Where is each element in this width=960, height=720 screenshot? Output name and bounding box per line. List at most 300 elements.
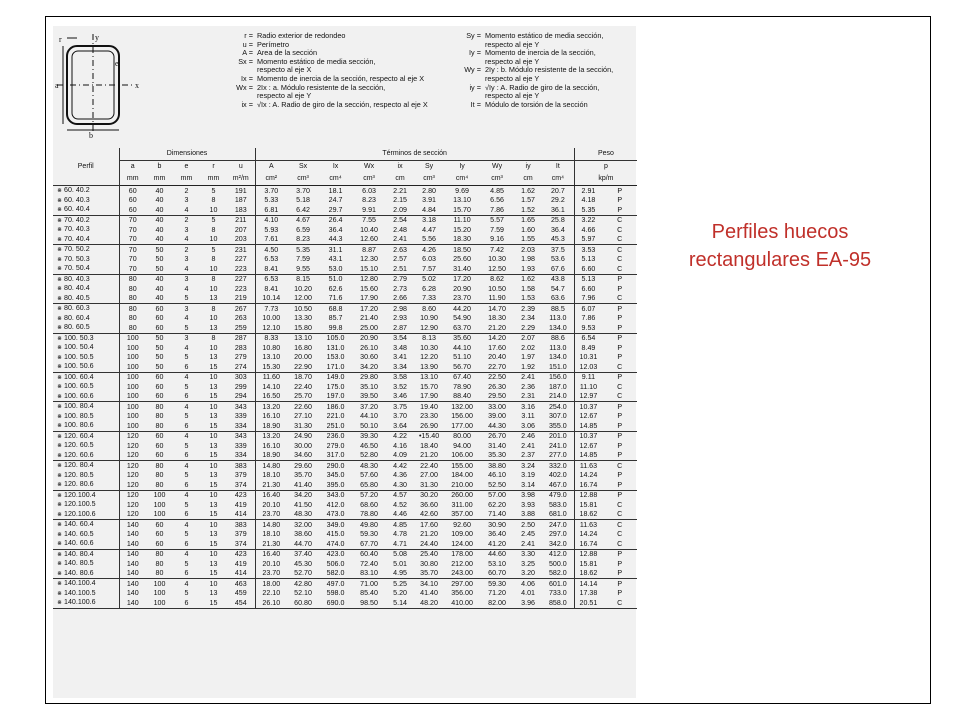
table-cell: 151.0 [542,362,574,372]
table-cell: 34.20 [352,362,386,372]
table-cell: 44.70 [287,539,319,549]
table-cell: 44.20 [453,304,471,313]
table-cell: 5 [184,500,189,509]
table-cell: 24.90 [294,432,312,440]
table-cell: C [617,520,623,529]
column-unit: mm [173,173,200,186]
table-cell: 4.84 [414,205,444,215]
table-cell: 497.0 [326,579,345,588]
table-cell: 339 [234,412,247,420]
column-unit: mm [119,173,146,186]
table-cell: 49.80 [360,520,378,529]
table-cell: 26.10 [255,598,287,608]
table-cell: 247.0 [548,520,567,529]
table-cell: 1.60 [521,225,535,234]
table-row [53,353,637,363]
table-cell: 374 [227,539,255,549]
table-cell: 3.54 [393,334,407,342]
table-cell: C [617,245,623,254]
table-cell: 120 [119,441,146,451]
column-unit: mm [146,173,173,186]
profiles-table [53,148,637,609]
table-cell: 459 [234,589,247,597]
profile-mark-icon: ⋇ [57,354,63,361]
table-cell: 13.30 [294,314,312,322]
table-cell: 42.60 [414,510,444,520]
profile-code: 120.100.4 [64,490,96,499]
table-cell: 582.0 [319,569,352,579]
table-cell: 16.80 [294,343,312,352]
table-cell: 100 [119,362,146,372]
table-cell: 10.40 [360,225,378,234]
table-cell: 186.0 [326,402,345,411]
table-cell: 3.64 [386,421,414,431]
table-cell: 68.8 [328,304,343,313]
table-cell: 5 [184,530,189,538]
table-cell: 15.30 [255,362,287,372]
profile-code: 140. 80.5 [64,559,94,567]
table-cell: 474.0 [319,539,352,549]
table-cell: 2.29 [514,323,542,333]
table-row [53,530,637,540]
column-unit: cm³ [352,173,386,186]
table-cell: 14.80 [255,461,287,471]
table-cell: 18.10 [255,530,287,540]
table-cell: 30.20 [420,491,438,499]
table-cell: 231 [234,245,247,254]
legend-right [459,32,634,109]
legend-right-text-cont: respecto al eje Y [485,39,540,49]
table-cell: 113.0 [549,314,567,322]
table-cell: 70 [119,245,146,255]
table-cell: 31.30 [287,421,319,431]
table-cell: 4.01 [521,589,535,597]
column-header: b [157,163,162,170]
table-cell: 88.5 [550,304,565,313]
table-cell: 140 [119,549,146,559]
table-cell: 12.88 [574,490,602,500]
table-row [53,215,637,225]
table-cell: 156.00 [451,412,473,420]
table-row [53,539,637,549]
table-cell: 35.60 [453,334,471,342]
table-cell: 52.10 [294,589,312,597]
table-cell: 100 [146,598,173,608]
table-row [53,372,637,382]
table-cell: 100 [119,372,146,382]
table-cell: 2.15 [393,196,407,204]
table-cell: 463 [234,579,247,588]
table-cell: 140 [119,539,146,549]
table-cell: 51.10 [453,353,471,361]
profile-mark-icon: ⋇ [57,413,63,420]
table-cell: 3 [184,255,189,263]
table-cell: 25.8 [550,216,565,224]
table-cell: 20.90 [453,284,471,293]
table-cell: C [617,530,623,538]
profile-designation [53,343,119,353]
table-cell: 6 [173,392,200,402]
table-row [53,500,637,510]
table-cell: 25.40 [420,550,438,558]
table-cell: 7.86 [480,205,514,215]
table-cell: 140 [119,559,146,569]
table-cell: 31.30 [414,480,444,490]
table-cell: 29.2 [550,196,565,204]
legend-left-symbol: u = [242,39,253,49]
table-cell: 479.0 [548,491,567,499]
table-cell: 13 [200,323,227,333]
profile-code: 70. 40.4 [64,234,90,243]
table-cell: 50 [155,255,164,263]
table-cell: 38.60 [294,530,312,538]
table-cell: P [617,196,623,204]
table-cell: 88.40 [444,392,480,402]
table-cell: 5 [211,216,216,224]
profile-code: 60. 40.2 [64,186,90,194]
table-cell: 124.00 [444,539,480,549]
table-cell: 30.00 [294,441,312,450]
fig-label-r: r [59,35,62,44]
table-cell: 70 [119,215,146,225]
table-cell: 423 [234,550,247,558]
table-cell: 11.10 [453,216,471,224]
table-cell: 22.40 [420,461,438,470]
table-cell: 19.40 [420,402,438,411]
table-cell: 2.39 [521,304,535,313]
table-cell: 34.10 [420,579,438,588]
table-cell: 3.70 [296,186,310,195]
profile-mark-icon: ⋇ [57,541,63,547]
table-cell: 2.41 [521,373,535,381]
table-cell: 16.40 [255,549,287,559]
profile-mark-icon: ⋇ [57,315,63,322]
table-row [53,471,637,481]
table-cell: 12.90 [414,323,444,333]
column-header: Ix [332,163,339,170]
table-cell: 41.20 [480,539,514,549]
table-cell: 40 [155,196,164,204]
table-cell: 227 [234,255,247,263]
table-cell: 184.00 [451,471,473,479]
profile-code: 140.100.5 [64,588,96,597]
column-unit: kp/m [574,173,637,186]
table-cell: 10.90 [420,314,438,322]
table-cell: 2.57 [393,255,407,263]
table-cell: 402.0 [548,471,567,479]
table-cell: 140 [119,530,146,540]
table-cell: 3 [184,334,189,342]
table-cell: 94.00 [453,441,471,450]
table-cell: 10 [200,235,227,245]
table-cell: 12.00 [287,294,319,304]
table-cell: 15 [200,510,227,520]
profile-designation [53,451,119,461]
table-cell: 2.21 [393,186,407,195]
table-row [53,362,637,372]
column-header: A [255,161,287,174]
table-cell: 221.0 [326,412,345,420]
table-cell: 71.40 [480,510,514,520]
profile-designation [53,480,119,490]
table-cell: 690.0 [319,598,352,608]
legend-left-text-cont: respecto al eje Y [257,91,312,101]
table-cell: 120 [119,451,146,461]
table-row [53,549,637,559]
profile-designation [53,304,119,314]
table-cell: 18.30 [444,235,480,245]
profile-designation [53,284,119,294]
table-cell: 2.73 [393,284,407,293]
table-cell: 210.00 [444,480,480,490]
table-cell: 13.10 [294,334,312,342]
legend-right-text-cont: respecto al eje Y [485,73,540,83]
table-cell: 33.00 [488,402,506,411]
table-cell: 25.00 [352,323,386,333]
table-cell: 30.90 [488,520,506,529]
profile-mark-icon: ⋇ [57,561,63,567]
table-cell: 2 [184,216,189,224]
table-cell: 50.10 [352,421,386,431]
legend-right-text: Módulo de torsión de la sección [485,99,588,109]
table-row [53,441,637,451]
table-cell: 12.97 [574,392,602,402]
table-cell: 6 [173,539,200,549]
profile-designation [53,520,119,530]
table-cell: 3.70 [255,186,287,196]
table-cell: 140 [119,579,146,589]
table-cell: 80 [119,274,146,284]
table-cell: 100 [119,412,146,422]
table-cell: 6.07 [574,304,602,314]
table-row [53,333,637,343]
table-cell: 149.0 [326,373,345,381]
table-cell: P [617,334,623,342]
table-cell: 243.00 [444,569,480,579]
profile-mark-icon: ⋇ [57,463,63,469]
table-cell: 4 [184,373,189,381]
profile-mark-icon: ⋇ [57,266,63,272]
table-cell: 30.80 [420,559,438,568]
profile-designation [53,500,119,510]
table-cell: 733.0 [548,589,567,597]
table-cell: 5.14 [386,598,414,608]
table-cell: 20.51 [574,598,602,608]
table-cell: 3 [184,196,189,204]
table-cell: 63.6 [542,294,574,304]
table-cell: 11.10 [574,382,602,392]
profile-mark-icon: ⋇ [57,236,63,243]
table-cell: 1.97 [521,353,535,361]
table-cell: 56.70 [444,362,480,372]
table-cell: 8.87 [362,245,376,254]
header-peso: Peso [574,148,637,161]
table-cell: 14.20 [488,334,506,342]
legend-left-symbol: Wx = [236,82,253,92]
table-row [53,274,637,284]
table-cell: 13.90 [414,362,444,372]
table-cell: 65.80 [352,480,386,490]
table-cell: 4.16 [393,441,407,450]
table-cell: 5 [184,441,189,450]
table-cell: 6.59 [296,225,310,234]
table-row [53,343,637,353]
profile-designation [53,235,119,245]
legend-right-symbol: Sy = [466,31,481,40]
table-cell: 3.22 [574,215,602,225]
table-cell: 71.6 [319,294,352,304]
table-cell: 5.13 [574,274,602,284]
table-cell: 349.0 [326,520,345,529]
table-cell: P [617,373,623,381]
table-cell: 263 [234,314,247,322]
table-cell: 4 [184,520,189,529]
table-cell: 41.50 [294,500,312,509]
table-cell: 41.40 [287,480,319,490]
legend-left-symbol: ix = [241,99,253,109]
table-cell: 473.0 [319,510,352,520]
table-cell: 236.0 [326,432,345,440]
profile-designation [53,225,119,235]
table-cell: 3.46 [386,392,414,402]
profile-code: 120. 80.6 [64,480,94,488]
table-row [53,412,637,422]
table-cell: 100 [119,382,146,392]
table-cell: 2.80 [422,186,436,195]
table-cell: 60 [155,441,164,450]
table-cell: P [602,451,637,461]
slide-title-line-1: Perfiles huecos [711,221,849,243]
table-cell: 41.40 [420,589,438,597]
table-cell: 60.40 [360,550,378,558]
table-cell: 5.35 [574,205,602,215]
table-cell: P [602,421,637,431]
profile-designation [53,579,119,589]
table-cell: 2.63 [393,245,407,254]
table-cell: 419 [234,559,247,568]
table-cell: 212.00 [451,559,473,568]
table-cell: 6 [173,421,200,431]
table-cell: 120 [119,500,146,510]
fig-label-e: e [115,59,119,68]
table-cell: 109.00 [451,530,473,538]
profile-mark-icon: ⋇ [57,374,63,381]
table-cell: 12.50 [480,264,514,274]
table-cell: 681.0 [542,510,574,520]
table-cell: 203 [227,235,255,245]
profile-designation [53,441,119,451]
table-cell: 4.52 [393,500,407,509]
column-unit: cm³ [414,173,444,186]
table-cell: 14.24 [574,471,602,481]
table-cell: 45.3 [542,235,574,245]
profile-code: 80. 40.4 [64,284,90,292]
table-cell: 15.10 [352,264,386,274]
table-cell: 53.10 [488,559,506,568]
table-cell: P [617,275,623,283]
table-cell: 3.20 [514,569,542,579]
table-cell: 4.95 [386,569,414,579]
profile-code: 70. 50.4 [64,264,90,272]
table-cell: 178.00 [451,550,473,558]
table-cell: 16.50 [255,392,287,402]
profile-mark-icon: ⋇ [57,551,63,558]
slide-title [648,218,912,274]
table-row [53,304,637,314]
table-row [53,284,637,294]
profile-code: 70. 50.3 [64,254,90,263]
table-cell: 8.15 [296,275,310,283]
table-cell: 100 [146,510,173,520]
table-cell: 251.0 [319,421,352,431]
fig-label-b: b [89,131,93,138]
table-cell: 120 [119,431,146,441]
profile-code: 80. 60.5 [64,323,90,331]
table-cell: 4 [184,432,189,440]
table-cell: 22.90 [287,362,319,372]
profile-code: 120. 60.4 [64,431,94,440]
table-cell: 8.60 [422,304,436,313]
table-cell: 12.03 [574,362,602,372]
table-cell: 279 [234,353,247,361]
table-cell: 100 [153,491,166,499]
table-cell: 4.18 [574,196,602,206]
table-cell: 62.6 [328,284,343,293]
table-cell: 3.91 [422,196,436,204]
table-cell: 14.24 [574,530,602,540]
legend-left-text: Perímetro [257,39,290,49]
table-cell: 40 [155,275,164,283]
table-cell: 106.00 [444,451,480,461]
table-cell: 9.11 [574,372,602,382]
table-cell: 3.18 [422,216,436,224]
table-cell: 140 [119,520,146,530]
table-cell: 5.08 [393,550,407,558]
table-cell: 80 [155,550,164,558]
table-cell: 4 [184,579,189,588]
table-cell: C [602,235,637,245]
table-cell: 60 [146,539,173,549]
table-cell: 52.70 [287,569,319,579]
slide-title-line-2: rectangulares EA-95 [688,249,872,271]
column-unit: cm² [255,173,287,186]
table-cell: 80 [119,314,146,324]
table-cell: 4.66 [574,225,602,235]
table-cell: 10 [209,520,218,529]
table-cell: 5 [211,245,216,254]
profile-code: 100. 50.3 [64,333,94,342]
table-cell: 22.70 [480,362,514,372]
table-cell: C [602,362,637,372]
profile-code: 60. 40.4 [64,205,90,213]
table-cell: 39.30 [360,432,378,440]
table-cell: 16.10 [255,441,287,451]
table-cell: 16.10 [255,412,287,422]
profile-mark-icon: ⋇ [57,472,63,479]
table-cell: 15 [200,362,227,372]
profile-code: 100. 50.4 [64,343,94,351]
profile-mark-icon: ⋇ [57,276,63,283]
column-header: ix [397,163,403,170]
fig-label-x: x [135,81,139,90]
table-cell: 45.30 [294,559,312,568]
profile-mark-icon: ⋇ [57,393,63,400]
table-cell: 26.70 [488,432,506,440]
table-cell: 858.0 [542,598,574,608]
profile-designation [53,402,119,412]
table-cell: P [617,441,623,450]
table-cell: 2 [184,186,189,195]
